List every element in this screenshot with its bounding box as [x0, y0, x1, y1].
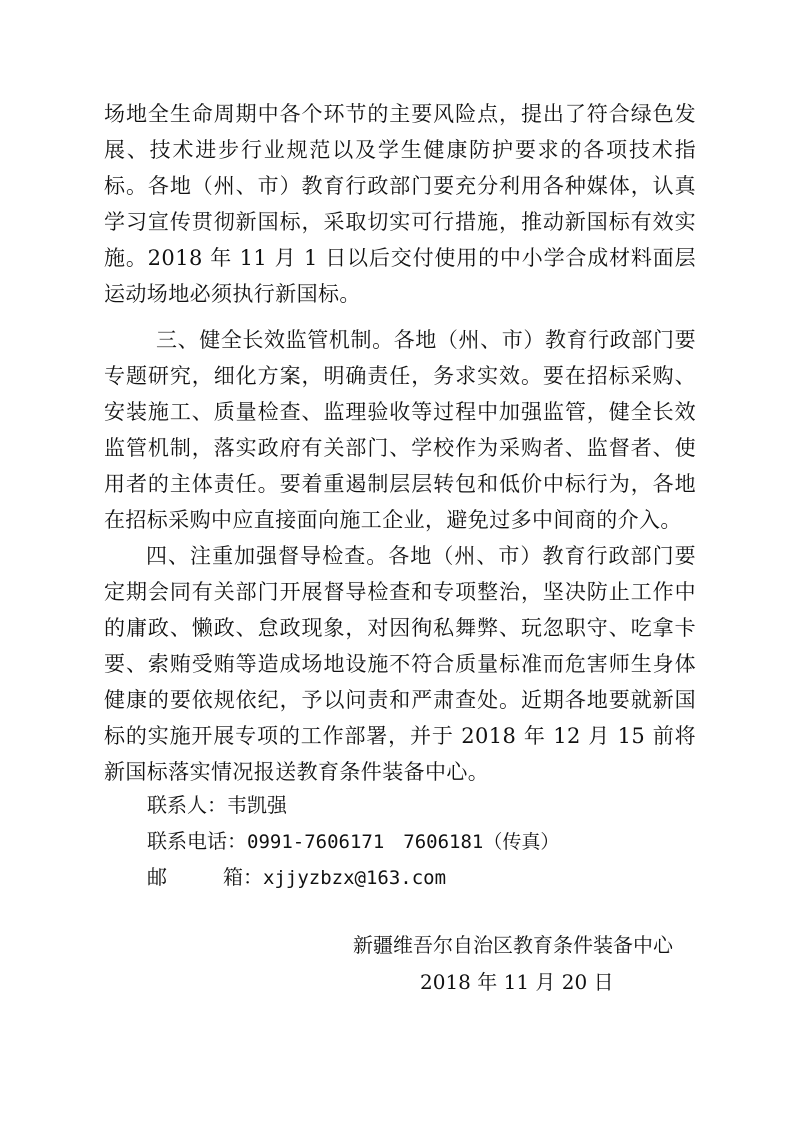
body-paragraph-3: 三、健全长效监管机制。各地（州、市）教育行政部门要专题研究，细化方案，明确责任，务求实效。要在招标采购、安装施工、质量检查、监理验收等过程中加强监管，健全长效监管机制，落实政府有关部门、学校作为采购者、监督者、使用者的主体责任。要着重遏制层层转包和低价中标行为，各地在招标采购中应直接面向施工企业，避免过多中间商的介入。 — [104, 328, 696, 532]
contact-person-label: 联系人： — [147, 793, 227, 817]
contact-email-label-part-1: 邮 — [147, 865, 167, 889]
contact-phone-line — [147, 826, 559, 857]
signature-organization: 新疆维吾尔自治区教育条件装备中心 — [353, 933, 673, 957]
contact-person-line — [147, 790, 287, 820]
contact-person-name: 韦凯强 — [227, 793, 287, 817]
contact-phone-values: 0991-7606171 7606181（传真） — [247, 831, 560, 853]
contact-email-value: xjjyzbzx@163.com — [263, 867, 447, 889]
contact-email-line — [147, 862, 446, 893]
body-paragraph-1: 场地全生命周期中各个环节的主要风险点，提出了符合绿色发展、技术进步行业规范以及学生健康防护要求的各项技术指标。各地（州、市）教育行政部门要充分利用各种媒体，认真学习宣传贯彻新国标，采取切实可行措施，推动新国标有效实施。2018 年 11 月 1 日以后交付使用的中小学合成材料面层运动场地必须执行新国标。 — [104, 102, 696, 306]
contact-email-label-part-2: 箱： — [223, 865, 263, 889]
body-paragraph-4: 四、注重加强督导检查。各地（州、市）教育行政部门要定期会同有关部门开展督导检查和专项整治，坚决防止工作中的庸政、懒政、怠政现象，对因徇私舞弊、玩忽职守、吃拿卡要、索贿受贿等造成场地设施不符合质量标准而危害师生身体健康的要依规依纪，予以问责和严肃查处。近期各地要就新国标的实施开展专项的工作部署，并于 2018 年 12 月 15 前将新国标落实情况报送教育条件装备中心。 — [104, 544, 696, 784]
signature-date: 2018 年 11 月 20 日 — [420, 970, 614, 994]
contact-phone-label: 联系电话： — [147, 829, 247, 853]
